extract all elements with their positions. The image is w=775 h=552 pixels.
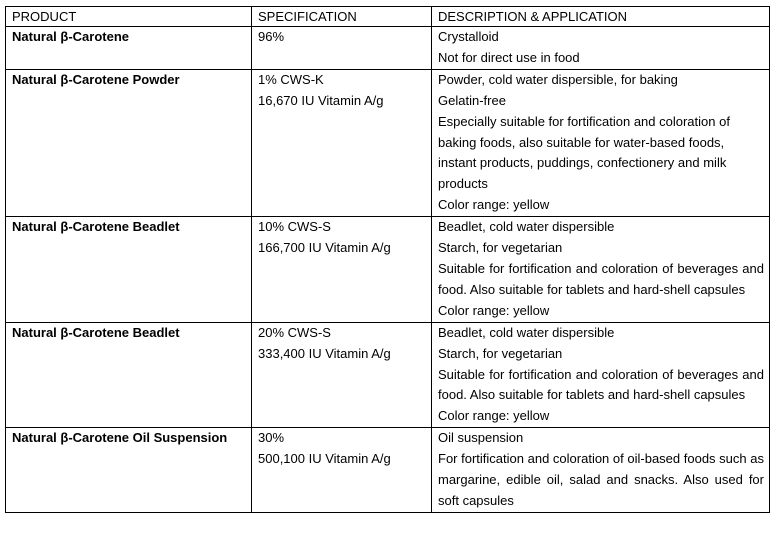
header-product: PRODUCT [6,7,252,27]
description-cell [432,428,770,513]
desc-line: Starch, for vegetarian [438,345,563,361]
spec-line: 166,700 IU Vitamin A/g [258,240,391,256]
desc-line: Powder, cold water dispersible, for baking [438,71,678,87]
product-cell: Natural β-Carotene [6,27,252,70]
specification-cell [252,217,432,323]
table-row [6,322,770,428]
desc-line: Oil suspension [438,430,524,446]
spec-line: 96% [258,29,285,44]
spec-line: 16,670 IU Vitamin A/g [258,92,384,108]
spec-line: 333,400 IU Vitamin A/g [258,345,391,361]
spec-line: 1% CWS-K [258,71,324,87]
desc-line: Color range: yellow [438,302,550,318]
spec-line: 20% CWS-S [258,324,331,340]
description-cell [432,217,770,323]
header-description-application: DESCRIPTION & APPLICATION [432,7,770,27]
desc-line: Not for direct use in food [438,49,580,65]
table-row [6,217,770,323]
specification-cell [252,322,432,428]
product-cell: Natural β-Carotene Beadlet [6,322,252,428]
table-row [6,27,770,70]
spec-line: 10% CWS-S [258,219,331,235]
product-cell: Natural β-Carotene Powder [6,69,252,216]
spec-line: 500,100 IU Vitamin A/g [258,451,391,467]
desc-line: Color range: yellow [438,197,550,213]
desc-line: For fortification and coloration of oil-based foods such as margarine, edible oil, salad and snacks. Also used for soft capsules [438,451,764,508]
table-row [6,69,770,216]
description-cell [432,69,770,216]
desc-line: Starch, for vegetarian [438,240,563,256]
specification-cell [252,69,432,216]
desc-line: Beadlet, cold water dispersible [438,324,615,340]
product-cell: Natural β-Carotene Beadlet [6,217,252,323]
desc-line: Suitable for fortification and coloration of beverages and food. Also suitable for tablets and hard-shell capsules [438,260,764,297]
specification-cell [252,428,432,513]
desc-line: Crystalloid [438,29,499,44]
product-spec-table [5,6,770,513]
desc-line: Beadlet, cold water dispersible [438,219,615,235]
spec-line: 30% [258,430,285,446]
table-header-row [6,7,770,27]
desc-line: Especially suitable for fortification and coloration of baking foods, also suitable for water-based foods, instant products, puddings, confectionery and milk products [438,113,730,192]
product-cell: Natural β-Carotene Oil Suspension [6,428,252,513]
header-specification: SPECIFICATION [252,7,432,27]
desc-line: Gelatin-free [438,92,506,108]
specification-cell [252,27,432,70]
desc-line: Color range: yellow [438,408,550,424]
description-cell [432,322,770,428]
desc-line: Suitable for fortification and coloration of beverages and food. Also suitable for tablets and hard-shell capsules [438,366,764,403]
table-row [6,428,770,513]
description-cell [432,27,770,70]
